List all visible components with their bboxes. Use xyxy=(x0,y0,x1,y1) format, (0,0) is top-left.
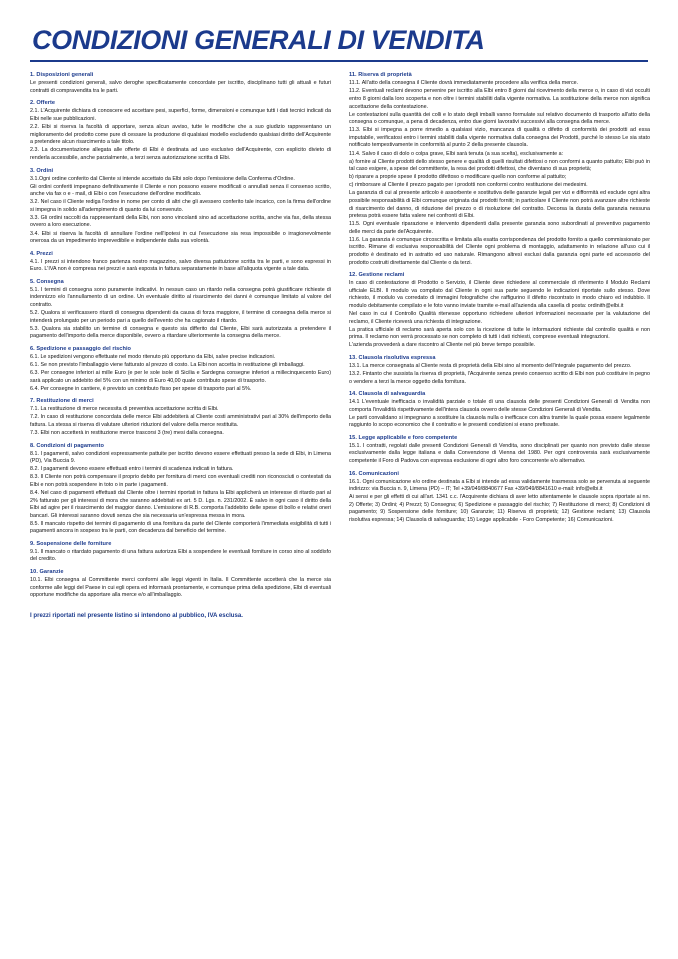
section-paragraph: 5.2. Qualora si verificassero ritardi di consegna dipendenti da causa di forza maggiore, il termine di consegna della merce si intenderà prolungato per un periodo pari a quello dell'evento che ha cagionato il ritardo. xyxy=(30,310,331,324)
section-paragraph: 11.6. La garanzia è comunque circoscritta e limitata alla esatta corrispondenza del prodotto fornito a quello commissionato per iscritto. Rimane di esclusiva responsabilità del Cliente ogni problema di montaggio, adattamento in relazione all'uso cui il prodotto è destinato ed in astratto ed uso naturale. Rimangono altresì esclusi dalla garanzia ogni parte ed accessorio del prodotto costruiti direttamente dal Cliente o da terzi. xyxy=(349,236,650,266)
section-heading: 3. Ordini xyxy=(30,167,54,174)
section-heading: 11. Riserva di proprietà xyxy=(349,72,412,79)
section-heading: 16. Comunicazioni xyxy=(349,470,399,477)
section-paragraph: 2.2. Elbi si riserva la facoltà di apportare, senza alcun avviso, tutte le modifiche che a suo giudizio rappresentano un miglioramento del prodotto come pure di cessare la produzione di qualsiasi modello escludendo qualsiasi diritto dell'Acquirente a pretendere alcun risarcimento a tale titolo. xyxy=(30,124,331,146)
section-paragraph: 7.1. La restituzione di merce necessita di preventiva accettazione scritta di Elbi. xyxy=(30,406,219,413)
section-paragraph: 8.4. Nel caso di pagamenti effettuati dal Cliente oltre i termini riportati in fattura la Elbi applicherà un interesse di ritardo pari al 2% fatturato per gli interessi di mora che saranno addebitati ex art. 5 D. Lgs. n. 231/2002. È salvo in ogni caso il diritto della Elbi ad agire per il risarcimento del maggior danno. L'emissione di R.B. comporta l'addebito delle spese di bollo e relativi oneri bancari. Gli interessi saranno dovuti senza che sia necessaria un'espressa messa in mora. xyxy=(30,489,331,519)
section-paragraph: Gli ordini conferiti impegnano definitivamente il Cliente e non possono essere modificati o annullati senza il consenso scritto, anche via fax o e - mail, di Elbi o con l'esecuzione dell'ordine modificato. xyxy=(30,183,331,198)
section-paragraph: 11.5. Ogni eventuale riparazione e intervento dipendenti dalla presente garanzia sono subordinati al preventivo pagamento delle merci da parte del'Acquirente. xyxy=(349,221,650,235)
section-paragraph: 13.2. Fintanto che sussista la riserva di proprietà, l'Acquirente senza previo consenso scritto di Elbi non può costituire in pegno o vendere a terzi la merce oggetto della fornitura. xyxy=(349,370,650,385)
document-columns xyxy=(30,72,648,600)
section-paragraph: 3.1.Ogni ordine conferito dal Cliente si intende accettato da Elbi solo dopo l'emissione della Conferma d'Ordine. xyxy=(30,175,295,182)
section-paragraph: 2.1. L'Acquirente dichiara di conoscere ed accettare pesi, superfici, forme, dimensioni e comunque tutti i dati tecnici indicati da Elbi nelle sue pubblicazioni. xyxy=(30,108,331,123)
section-paragraph: Nel caso in cui il Controllo Qualità ritenesse opportuno richiedere ulteriori informazioni necessarie per la valutazione del reclamo, il Cliente riceverà una richiesta di integrazione. xyxy=(349,311,650,325)
section-heading: 10. Garanzie xyxy=(30,569,64,576)
section-paragraph: 8.3. Il Cliente non potrà compensare il proprio debito per fornitura di merci con eventuali crediti non riconosciuti o contestati da Elbi e non potrà sospendere in toto o in parte i pagamenti. xyxy=(30,474,331,488)
section-paragraph: L'azienda provvederà a dare riscontro al Cliente nel più breve tempo possibile. xyxy=(349,342,536,349)
section-paragraph: 9.1. Il mancato o ritardato pagamento di una fattura autorizza Elbi a sospendere le eventuali forniture in corso sino al soddisfo del credito. xyxy=(30,548,331,563)
footer-note: I prezzi riportati nel presente listino si intendono al pubblico, IVA esclusa. xyxy=(30,612,243,620)
section-paragraph: 4.1. I prezzi si intendono franco partenza nostro magazzino, salvo diversa pattuizione scritta tra le parti, e sono espressi in Euro. L'IVA non è compresa nei prezzi e sarà esposta in fattura separatamente in base all'aliquota vigente a tale data. xyxy=(30,258,331,273)
section-paragraph: 6.1. Le spedizioni vengono effettuate nel modo ritenuto più opportuno da Elbi, salve precise indicazioni. xyxy=(30,353,276,360)
section-heading: 5. Consegna xyxy=(30,278,64,285)
section-heading: 1. Disposizioni generali xyxy=(30,72,94,79)
section-paragraph: 7.2. In caso di restituzione concordata delle merce Elbi addebiterà al Cliente costi amministrativi pari al 30% dell'importo della fattura. La stessa si riserva di valutare ulteriori riduzioni del valore della merce restituita. xyxy=(30,414,331,428)
section-paragraph: 8.5. Il mancato rispetto dei termini di pagamento di una fornitura da parte del Cliente comporterà l'immediata esigibilità di tutti i pagamenti ancora in sospeso tra le parti, con decadenza dal beneficio del termine. xyxy=(30,520,331,535)
section-paragraph: La garanzia di cui al presente articolo è assorbente e sostitutiva delle garanzie legali per vizi e difformità ed esclude ogni altra possibile responsabilità di Elbi comunque originata dai prodotti forniti; in particolare il Cliente non potrà avanzare altre richieste di risarcimento del danno, di riduzione del prezzo o di risoluzione del contratto. Decorsa la durata della garanzia nessuna pretesa potrà essere fatta valere nei confronti di Elbi. xyxy=(349,190,650,220)
section-heading: 9. Sospensione delle forniture xyxy=(30,540,112,547)
section-paragraph: In caso di contestazione di Prodotto o Servizio, il Cliente deve richiedere al commerciale di riferimento il Modulo Reclami ufficiale ELBI. Il modulo va compilato dal Cliente in ogni sua parte seguendo le indicazioni riportate sullo stesso. Dove richiesto, il modulo va corredato di immagini fotografiche che raffigurino il difetto riscontrato in modo chiaro ed indubbio. Il modulo debitamente compilato e le foto vanno inviate tramite e-mail all'azienda alla casella di posta: ordinith@elbi.it xyxy=(349,280,650,309)
section-heading: 13. Clausola risolutiva espressa xyxy=(349,354,436,361)
section-paragraph: 6.3. Per consegne inferiori ai mille Euro (e per le sole isole di Sicilia e Sardegna consegne inferiori a millecinquecento Euro) sarà applicato un addebito del 5% con un minimo di Euro 40,00 quale contributo spese di trasporto. xyxy=(30,370,331,384)
section-paragraph: 16.1. Ogni comunicazione e/o ordine destinata a Elbi si intende ad essa validamente trasmessa solo se pervenuta ai seguente indirizzo: via Buccia n. 9, Limena (PD) – IT; Tel +39/049/8840677 Fax +39/049/8841610 e-mail: info@elbi.it xyxy=(349,478,650,493)
section-paragraph: 3.4. Elbi si riserva la facoltà di annullare l'ordine nell'ipotesi in cui l'esecuzione sia resa impossibile o irragionevolmente onerosa da un impedimento imprevedibile e indipendente dalla sua volontà. xyxy=(30,230,331,245)
section-paragraph: 7.3. Elbi non accetterà in restituzione merce trascorsi 3 (tre) mesi dalla consegna. xyxy=(30,429,224,436)
section-paragraph: 5.3. Qualora sia stabilito un termine di consegna e questo sia differito dal Cliente, Elbi sarà autorizzata a pretendere il pagamento dell'importo della merce disponibile, ovvero a ritardare ulteriormente la consegna della merce. xyxy=(30,325,331,340)
page-title: CONDIZIONI GENERALI DI VENDITA xyxy=(32,25,485,55)
section-heading: 12. Gestione reclami xyxy=(349,272,405,279)
section-heading: 6. Spedizione e passaggio del rischio xyxy=(30,345,132,352)
section-heading: 8. Condizioni di pagamento xyxy=(30,442,105,449)
section-paragraph: 8.1. I pagamenti, salvo condizioni espressamente pattuite per iscritto devono essere effettuati presso la sede di Elbi, in Limena (PD), Via Buccia 9. xyxy=(30,450,331,465)
section-paragraph: Le parti convalidano si impegnano a sostituire la clausola nulla o inefficace con altra tramite la quale possa essere legalmente raggiunto lo scopo economico che il contratto e le presenti condizioni si erano prefissate. xyxy=(349,414,650,429)
section-heading: 2. Offerte xyxy=(30,100,56,107)
section-paragraph: Le presenti condizioni generali, salvo deroghe specificatamente concordate per iscritto, disciplinano tutti gli attuali e futuri contratti di compravendita tra le parti. xyxy=(30,80,331,94)
section-paragraph: c) rimborsare al Cliente il prezzo pagato per i prodotti non conformi contro restituzione dei medesimi. xyxy=(349,182,588,189)
section-paragraph: Le contestazioni sulla quantità dei colli e lo stato degli imballi vanno formulate sul relativo documento di trasporto all'atto della consegna o comunque, a pena di decadenza, entro due giorni lavorativi successivi alla consegna della merce. xyxy=(349,111,650,126)
section-heading: 14. Clausola di salvaguardia xyxy=(349,391,426,398)
section-paragraph: 8.2. I pagamenti devono essere effettuati entro i termini di scadenza indicati in fattura. xyxy=(30,466,234,473)
section-paragraph: 14.1 L'eventuale inefficacia o invalidità parziale o totale di una clausola delle presenti Condizioni Generali di Vendita non comporta l'invalidità rispettivamente dell'intera clausola ovvero delle stesse Condizioni Generali di Vendita. xyxy=(349,399,650,413)
section-paragraph: 6.1. Se non previsto l'imballaggio viene fatturato al prezzo di costo. La Elbi non accetta in restituzione gli imballaggi. xyxy=(30,361,305,368)
section-paragraph: 11.2. Eventuali reclami devono pervenire per iscritto alla Elbi entro 8 giorni dal ricevimento della merce o, in caso di vizi occulti entro 8 giorni dalla loro scoperta e non oltre i termini stabiliti dalla vigente normativa. La sostituzione della merce non significa accettazione della contestazione. xyxy=(349,88,650,110)
right-column xyxy=(349,72,650,525)
section-paragraph: 3.2. Nel caso il Cliente rediga l'ordine in nome per conto di altri che gli avessero conferito tale incarico, con la firma dell'ordine si impegna in solido all'adempimento di quanto da lui convenuto. xyxy=(30,199,331,213)
section-heading: 15. Legge applicabile e foro competente xyxy=(349,434,458,441)
left-column xyxy=(30,72,331,600)
section-paragraph: 11.3. Elbi si impegna a porre rimedio a qualsiasi vizio, mancanza di qualità o difetto di conformità dei prodotti ad essa imputabile, verificatosi entro i termini stabiliti dalla vigente normativa dalla consegna dei Prodotti, purché lo stesso Le sia stato notificato tempestivamente in conformità al punto 2 della presente clausola. xyxy=(349,127,650,149)
section-paragraph: b) riparare a proprie spese il prodotto difettoso o modificare quello non conforme al pattuito; xyxy=(349,174,567,181)
section-paragraph: 6.4. Per consegne in cantiere, è previsto un contributo fisso per spese di trasporto pari al 5%. xyxy=(30,385,252,392)
section-paragraph: a) fornire al Cliente prodotti dello stesso genere e qualità di quelli risultati difettosi o non conformi a quanto pattuito; Elbi può in tal caso esigere, a spese del committente, la resa dei prodotti difettosi, che diventano di sua proprietà; xyxy=(349,158,650,173)
section-paragraph: 3.3. Gli ordini raccolti da rappresentanti della Elbi, non sono vincolanti sino ad accettazione scritta, anche via fax, della stessa ovvero a loro esecuzione. xyxy=(30,214,331,229)
section-paragraph: 11.1. All'atto della consegna il Cliente dovrà immediatamente procedere alla verifica della merce. xyxy=(349,80,579,87)
section-paragraph: 15.1. I contratti, regolati dalle presenti Condizioni Generali di Vendita, sono disciplinati per quanto non previsto dalle stesse esclusivamente dalla legge italiana e dalla Convenzione di Vienna del 1980. Per ogni controversia sarà esclusivamente competente il Foro di Padova con espressa esclusione di ogni altro foro concorrente e/o alternativo. xyxy=(349,442,650,465)
section-heading: 7. Restituzione di merci xyxy=(30,398,94,405)
section-paragraph: 5.1. I termini di consegna sono puramente indicativi. In nessun caso un ritardo nella consegna potrà giustificare richieste di indennizzo e/o l'annullamento di un ordine. Un eventuale diritto al risarcimento dei danni è comunque limitato al valore del contratto. xyxy=(30,286,331,308)
title-divider xyxy=(30,60,648,62)
section-paragraph: 2.3. La documentazione allegata alle offerte di Elbi è destinata ad uso esclusivo dell'Acquirente, con esplicito divieto di renderla accessibile, anche parzialmente, a terzi senza autorizzazione scritta di Elbi. xyxy=(30,147,331,161)
section-paragraph: La pratica ufficiale di reclamo sarà aperta solo con la ricezione di tutte le informazioni richieste dal controllo qualità e non prima. Il reclamo non verrà processato se non completo di tutti i dati richiesti, comprese eventuali integrazioni. xyxy=(349,326,650,341)
section-paragraph: 13.1. La merce consegnata al Cliente resta di proprietà della Elbi sino al momento dell'integrale pagamento del prezzo. xyxy=(349,362,632,369)
section-paragraph: Ai sensi e per gli effetti di cui all'art. 1341 c.c. l'Acquirente dichiara di aver letto attentamente le clausole sopra riportate ai nn. 2) Offerte; 3) Ordini; 4) Prezzi; 5) Consegna; 6) Spedizione e passaggio del rischio; 7) Restituzione di merci; 8) Condizioni di pagamento; 9) Sospensione delle forniture; 10) Garanzie; 11) Riserva di proprietà; 12) Gestione reclami; 13) Clausola risolutiva espressa; 14) Clausola di salvaguardia; 15) Legge applicabile - Foro Competente; 16) Comunicazioni. xyxy=(349,494,650,523)
section-heading: 4. Prezzi xyxy=(30,250,53,257)
section-paragraph: 11.4. Salvo il caso di dolo o colpa grave, Elbi sarà tenuta (a sua scelta), esclusivamente a: xyxy=(349,150,564,157)
section-paragraph: 10.1. Elbi consegna al Committente merci conformi alle leggi vigenti in Italia. Il Committente accetterà che la merce sia conforme alle leggi del Paese in cui egli opera ed informarà prontamente, e comunque prima della spedizione, Elbi di eventuali opportune modifiche da apportare alla merce e/o all'imballaggio. xyxy=(30,577,331,599)
